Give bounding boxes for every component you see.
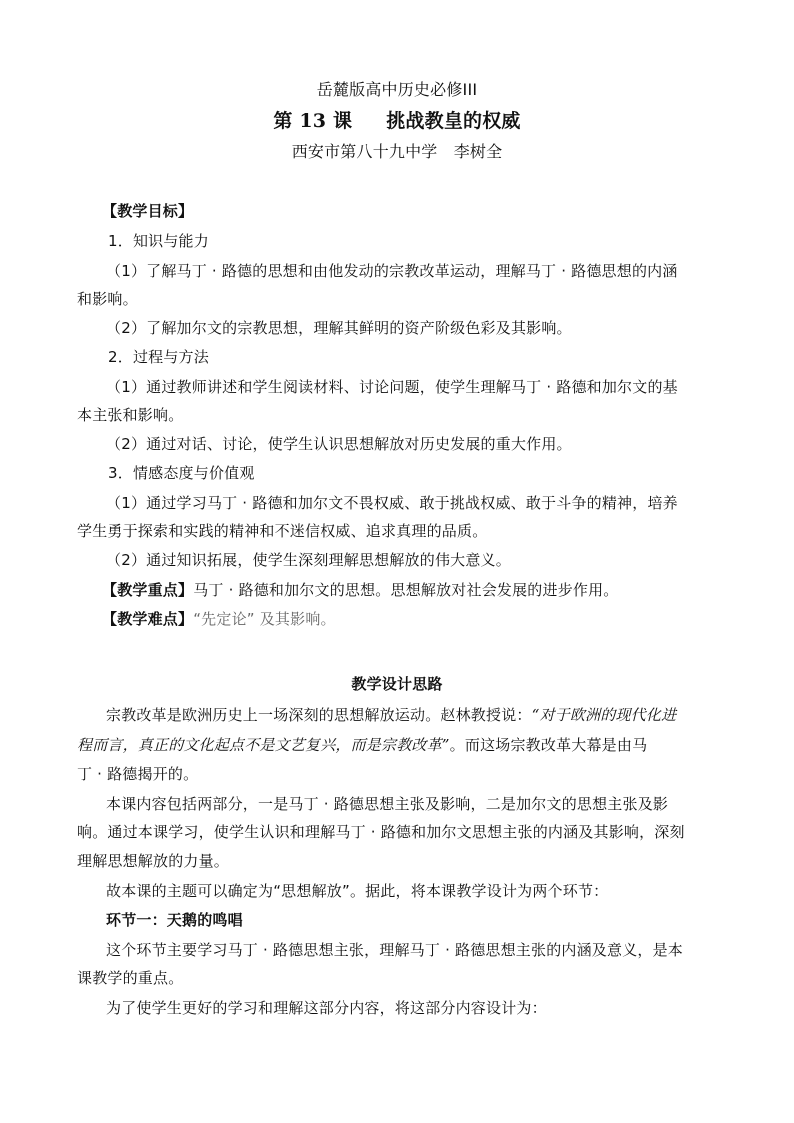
design-p4-line-2: 课教学的重点。: [77, 969, 184, 987]
lesson-name: 挑战教皇的权威: [386, 110, 521, 132]
design-p1-quote-b: 程而言，真正的文化起点不是文艺复兴，而是宗教改革”: [77, 736, 450, 754]
design-heading: 教学设计思路: [351, 675, 443, 693]
goal-2-1-line-2: 本主张和影响。: [77, 406, 184, 424]
design-p2-line-3: 理解思想解放的力量。: [77, 852, 230, 870]
goal-section-3-title: 3．情感态度与价值观: [108, 464, 255, 482]
goal-section-1-title: 1．知识与能力: [108, 232, 209, 250]
design-p1-line-2: [77, 735, 647, 755]
design-p2-line-2: 响。通过本课学习，使学生认识和理解马丁 · 路德和加尔文思想主张的内涵及其影响，深刻: [77, 823, 685, 841]
lesson-number: 第 13 课: [273, 110, 353, 132]
difficulty-text: “先定论” 及其影响。: [193, 610, 336, 628]
design-p2-line-1: 本课内容包括两部分，一是马丁 · 路德思想主张及影响，二是加尔文的思想主张及影: [106, 795, 669, 813]
school-name: 西安市第八十九中学: [291, 142, 438, 161]
design-p3: 故本课的主题可以确定为“思想解放”。据此，将本课教学设计为两个环节：: [106, 882, 609, 900]
key-point: [102, 580, 619, 600]
design-p1-line-3: 丁 · 路德揭开的。: [77, 765, 199, 783]
key-point-text: 马丁 · 路德和加尔文的思想。思想解放对社会发展的进步作用。: [193, 581, 619, 599]
design-p1-quote-a: “对于欧洲的现代化进: [531, 706, 677, 724]
design-p1-text-b: 。而这场宗教改革大幕是由马: [449, 736, 648, 754]
goal-1-2: （2）了解加尔文的宗教思想，理解其鲜明的资产阶级色彩及其影响。: [106, 319, 572, 337]
subject-line: 岳麓版高中历史必修III: [316, 80, 478, 99]
design-p5: 为了使学生更好的学习和理解这部分内容，将这部分内容设计为：: [106, 999, 547, 1017]
goals-heading: 【教学目标】: [102, 202, 194, 220]
difficulty-label: 【教学难点】: [102, 610, 194, 628]
difficulty-point: [102, 609, 336, 629]
goal-3-2: （2）通过知识拓展，使学生深刻理解思想解放的伟大意义。: [106, 551, 511, 569]
goal-1-1-line-2: 和影响。: [77, 290, 138, 308]
author-line: [0, 142, 794, 162]
link-1-title: 环节一：天鹅的鸣唱: [106, 911, 243, 929]
lesson-title: [0, 108, 794, 134]
author-name: 李树全: [453, 142, 503, 161]
goal-3-1-line-1: （1）通过学习马丁 · 路德和加尔文不畏权威、敢于挑战权威、敢于斗争的精神，培养: [106, 494, 678, 512]
goal-1-1-line-1: （1）了解马丁 · 路德的思想和由他发动的宗教改革运动，理解马丁 · 路德思想的内涵: [106, 262, 678, 280]
design-p1-text-a: 宗教改革是欧洲历史上一场深刻的思想解放运动。赵林教授说：: [106, 706, 532, 724]
design-p1-line-1: [106, 705, 676, 725]
goal-3-1-line-2: 学生勇于探索和实践的精神和不迷信权威、追求真理的品质。: [77, 522, 488, 540]
goal-section-2-title: 2．过程与方法: [108, 348, 209, 366]
goal-2-2: （2）通过对话、讨论，使学生认识思想解放对历史发展的重大作用。: [106, 435, 572, 453]
key-point-label: 【教学重点】: [102, 581, 194, 599]
goal-2-1-line-1: （1）通过教师讲述和学生阅读材料、讨论问题，使学生理解马丁 · 路德和加尔文的基: [106, 378, 678, 396]
design-p4-line-1: 这个环节主要学习马丁 · 路德思想主张，理解马丁 · 路德思想主张的内涵及意义，是本: [106, 941, 684, 959]
